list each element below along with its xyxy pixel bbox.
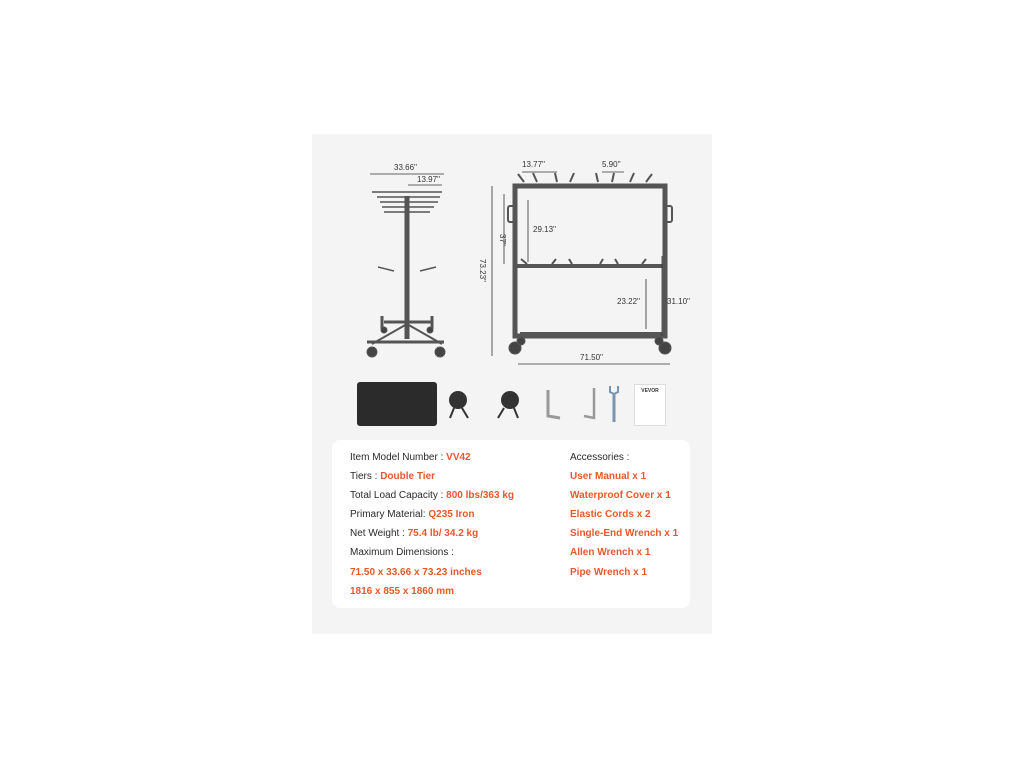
accessories-title: Accessories : bbox=[570, 452, 630, 463]
spec-dims-inches: 71.50 x 33.66 x 73.23 inches bbox=[350, 567, 482, 578]
manual-brand: VEVOR bbox=[641, 388, 659, 394]
spec-dims-label: Maximum Dimensions : bbox=[350, 547, 454, 558]
spec-load: Total Load Capacity : 800 lbs/363 kg bbox=[350, 490, 514, 501]
spec-model: Item Model Number : VV42 bbox=[350, 452, 471, 463]
elastic-cord-icon bbox=[442, 386, 478, 422]
accessory-item: Elastic Cords x 2 bbox=[570, 509, 651, 520]
dim-front-hook-small: 5.90'' bbox=[602, 160, 621, 169]
side-view-rack bbox=[367, 192, 445, 357]
dim-lower-height: 31.10'' bbox=[667, 297, 691, 306]
pipe-wrench-icon bbox=[580, 386, 600, 422]
cover-bag-icon bbox=[357, 382, 437, 426]
product-card bbox=[312, 134, 712, 634]
accessory-item: Single-End Wrench x 1 bbox=[570, 528, 679, 539]
accessory-item: Allen Wrench x 1 bbox=[570, 547, 651, 558]
accessory-item: User Manual x 1 bbox=[570, 471, 647, 482]
dim-front-hook-gap: 13.77'' bbox=[522, 160, 546, 169]
dim-total-width: 71.50'' bbox=[580, 353, 604, 362]
dim-total-height: 73.23'' bbox=[478, 259, 487, 283]
front-view-rack bbox=[508, 173, 672, 354]
accessory-item: Waterproof Cover x 1 bbox=[570, 490, 671, 501]
spec-material: Primary Material: Q235 Iron bbox=[350, 509, 475, 520]
dimension-diagram bbox=[312, 134, 712, 374]
specs-panel bbox=[332, 440, 690, 608]
accessories-icons bbox=[312, 376, 712, 432]
dim-upper-tier: 29.13'' bbox=[533, 225, 557, 234]
dim-lower-tier: 23.22'' bbox=[617, 297, 641, 306]
dim-upper-height: 37'' bbox=[498, 234, 507, 246]
user-manual-icon bbox=[634, 384, 666, 426]
dim-side-arm: 13.97'' bbox=[417, 175, 441, 184]
allen-wrench-icon bbox=[542, 388, 566, 422]
accessory-item: Pipe Wrench x 1 bbox=[570, 567, 648, 578]
single-end-wrench-icon bbox=[604, 384, 624, 424]
dim-side-width: 33.66'' bbox=[394, 163, 418, 172]
spec-dims-mm: 1816 x 855 x 1860 mm bbox=[350, 586, 454, 597]
elastic-cord-icon bbox=[490, 386, 526, 422]
spec-weight: Net Weight : 75.4 lb/ 34.2 kg bbox=[350, 528, 479, 539]
spec-tiers: Tiers : Double Tier bbox=[350, 471, 436, 482]
